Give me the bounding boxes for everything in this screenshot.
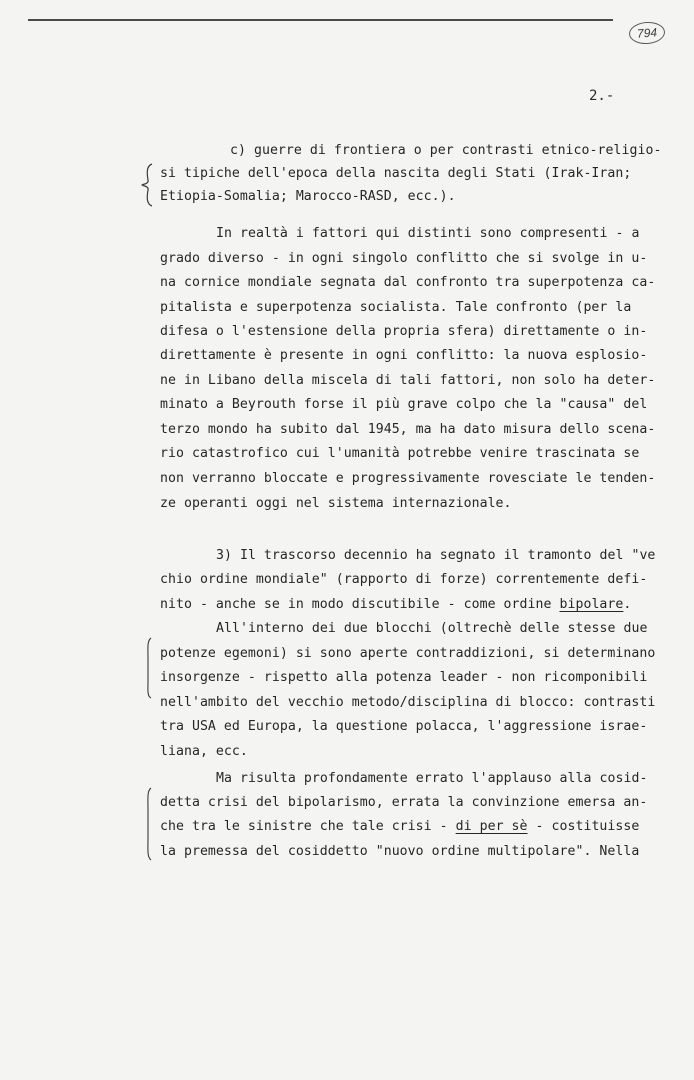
- text-line: tra USA ed Europa, la questione polacca, l'aggressione israe-: [160, 719, 648, 734]
- text-line: 3) Il trascorso decennio ha segnato il tramonto del "ve: [216, 548, 656, 563]
- text-line: pitalista e superpotenza socialista. Tale confronto (per la: [160, 300, 632, 315]
- text-line: grado diverso - in ogni singolo conflitto che si svolge in u-: [160, 251, 648, 266]
- text-line: Ma risulta profondamente errato l'applauso alla cosid-: [216, 771, 648, 786]
- text-line: insorgenze - rispetto alla potenza leader - non ricomponibili: [160, 670, 648, 685]
- text-line: detta crisi del bipolarismo, errata la convinzione emersa an-: [160, 795, 648, 810]
- text-line: ne in Libano della miscela di tali fattori, non solo ha deter-: [160, 373, 656, 388]
- text-line: non verranno bloccate e progressivamente rovesciate le tenden-: [160, 471, 656, 486]
- text-run: che tra le sinistre che tale crisi -: [160, 819, 456, 834]
- text-line: liana, ecc.: [160, 744, 248, 759]
- text-line: na cornice mondiale segnata dal confronto tra superpotenza ca-: [160, 275, 656, 290]
- text-line: si tipiche dell'epoca della nascita degli Stati (Irak-Iran;: [160, 166, 632, 181]
- text-line: difesa o l'estensione della propria sfera) direttamente o in-: [160, 324, 648, 339]
- text-line: [160, 596, 680, 614]
- page-number: 2.-: [589, 88, 615, 104]
- text-line: All'interno dei due blocchi (oltrechè delle stesse due: [216, 621, 648, 636]
- text-line: direttamente è presente in ogni conflitto: la nuova esplosio-: [160, 348, 648, 363]
- top-rule: [28, 19, 613, 21]
- text-line: [160, 818, 680, 836]
- archive-number-stamp: 794: [628, 21, 665, 45]
- margin-bracket: [142, 786, 154, 862]
- margin-brace: [140, 162, 156, 208]
- underlined-text: bipolare: [559, 597, 624, 612]
- text-line: c) guerre di frontiera o per contrasti etnico-religio-: [230, 143, 662, 158]
- text-line: potenze egemoni) si sono aperte contraddizioni, si determinano: [160, 646, 656, 661]
- text-run: nito - anche se in modo discutibile - come ordine: [160, 597, 560, 612]
- text-line: nell'ambito del vecchio metodo/disciplina di blocco: contrasti: [160, 695, 656, 710]
- text-line: minato a Beyrouth forse il più grave colpo che la "causa" del: [160, 397, 648, 412]
- text-run: - costituisse: [527, 819, 640, 834]
- text-line: ze operanti oggi nel sistema internazionale.: [160, 496, 512, 511]
- text-run: .: [623, 597, 632, 612]
- text-line: chio ordine mondiale" (rapporto di forze) correntemente defi-: [160, 572, 648, 587]
- text-line: la premessa del cosiddetto "nuovo ordine multipolare". Nella: [160, 844, 640, 859]
- text-line: Etiopia-Somalia; Marocco-RASD, ecc.).: [160, 189, 456, 204]
- underlined-text: di per sè: [455, 819, 528, 834]
- text-line: In realtà i fattori qui distinti sono compresenti - a: [216, 226, 640, 241]
- text-line: terzo mondo ha subito dal 1945, ma ha dato misura dello scena-: [160, 422, 656, 437]
- margin-bracket: [142, 636, 154, 700]
- text-line: rio catastrofico cui l'umanità potrebbe venire trascinata se: [160, 446, 640, 461]
